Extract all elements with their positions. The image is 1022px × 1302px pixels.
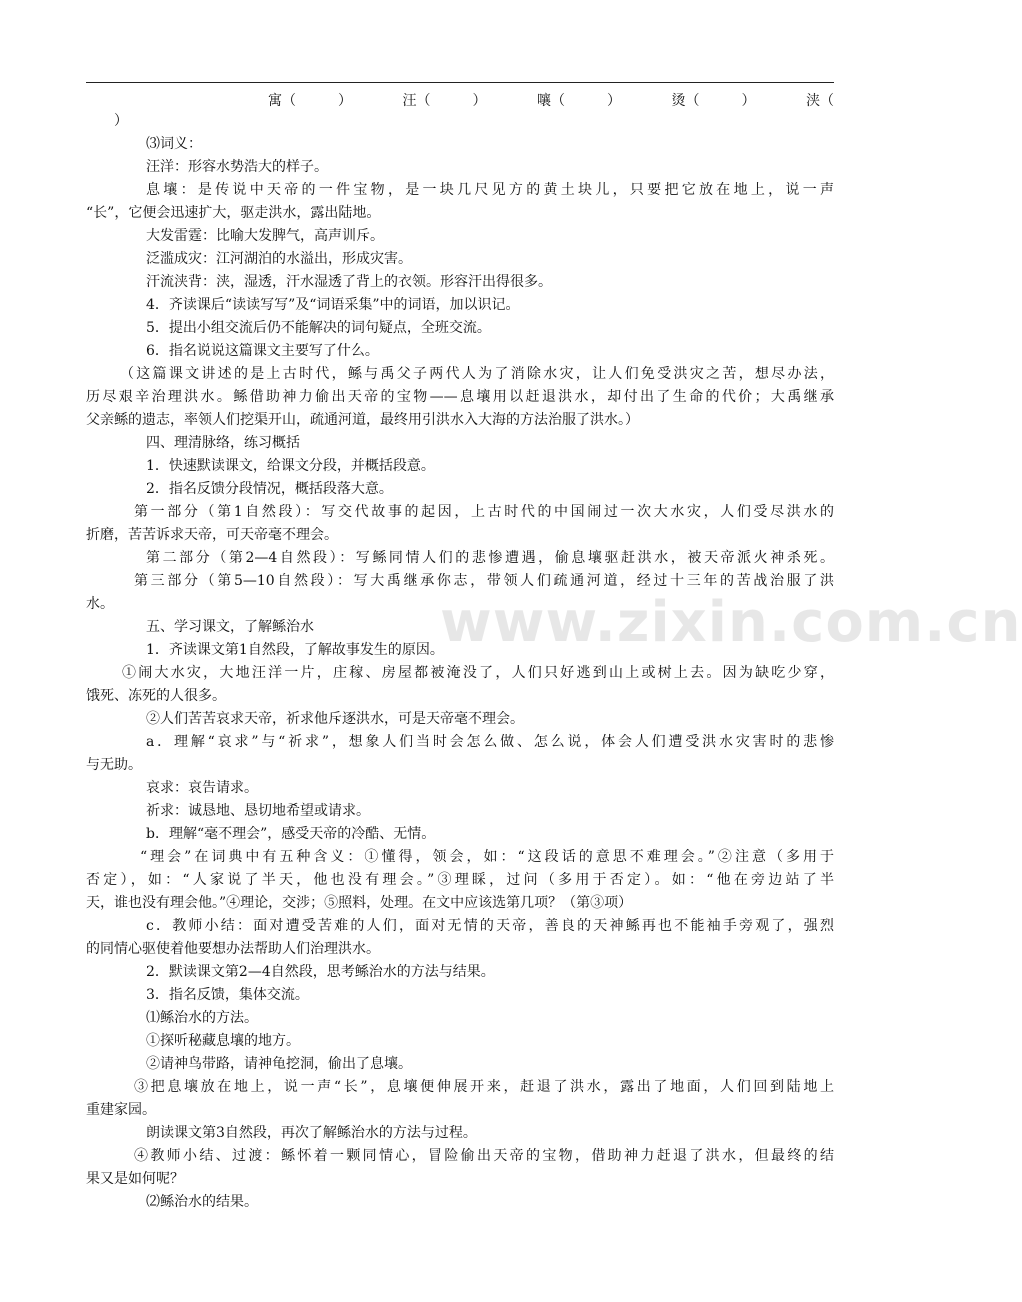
text-line: 否定），如：“人家说了半天，他也没有理会。”③理睬，过问（多用于否定）。如：“他在旁边站了半 — [86, 872, 834, 888]
text-line: b．理解“毫不理会”，感受天帝的冷酷、无情。 — [146, 826, 436, 842]
text-line: c．教师小结：面对遭受苦难的人们，面对无情的天帝，善良的天神鲧再也不能袖手旁观了，强烈 — [146, 918, 834, 934]
text-line: 折磨，苦苦诉求天帝，可天帝毫不理会。 — [86, 527, 338, 543]
header-rule — [86, 82, 834, 83]
text-line: 1．齐读课文第1自然段，了解故事发生的原因。 — [146, 642, 444, 658]
text-line: 2．默读课文第2—4自然段，思考鲧治水的方法与结果。 — [146, 964, 495, 980]
text-line: 4．齐读课后“读读写写”及“词语采集”中的词语，加以识记。 — [146, 297, 520, 313]
text-line: 6．指名说说这篇课文主要写了什么。 — [146, 343, 379, 359]
pinyin-item: 浃（ — [806, 93, 834, 109]
text-line: 天，谁也没有理会他。”④理论，交涉；⑤照料，处理。在文中应该选第几项？（第③项） — [86, 895, 633, 911]
text-line: 汗流浃背：浃，湿透，汗水湿透了背上的衣领。形容汗出得很多。 — [146, 274, 552, 290]
text-line: a．理解“哀求”与“祈求”，想象人们当时会怎么做、怎么说，体会人们遭受洪水灾害时的悲惨 — [146, 734, 834, 750]
text-line: ②人们苦苦哀求天帝，祈求他斥逐洪水，可是天帝毫不理会。 — [146, 711, 524, 727]
text-line: ②请神鸟带路，请神龟挖洞，偷出了息壤。 — [146, 1056, 412, 1072]
text-line: 与无助。 — [86, 757, 142, 773]
text-line: “长”，它便会迅速扩大，驱走洪水，露出陆地。 — [86, 205, 381, 221]
text-line: 五、学习课文，了解鲧治水 — [146, 619, 314, 635]
text-line: 果又是如何呢？ — [86, 1171, 184, 1187]
text-line: 2．指名反馈分段情况，概括段落大意。 — [146, 481, 393, 497]
text-line: 水。 — [86, 596, 114, 612]
text-line: 3．指名反馈，集体交流。 — [146, 987, 309, 1003]
pinyin-item: 汪（ ） — [402, 93, 487, 109]
text-line: 四、理清脉络，练习概括 — [146, 435, 300, 451]
watermark: www.zixin.com.cn — [440, 590, 1022, 655]
pinyin-item: 嚷（ ） — [537, 93, 621, 109]
pinyin-item: 寓（ ） — [268, 93, 352, 109]
text-line: 祈求：诚恳地、恳切地希望或请求。 — [146, 803, 370, 819]
text-line: 重建家园。 — [86, 1102, 156, 1118]
text-line: 父亲鲧的遗志，率领人们挖渠开山，疏通河道，最终用引洪水入大海的方法治服了洪水。） — [86, 412, 639, 428]
pinyin-row — [268, 91, 834, 111]
text-line: 历尽艰辛治理洪水。鲧借助神力偷出天帝的宝物——息壤用以赶退洪水，却付出了生命的代价；大禹继承 — [86, 389, 834, 405]
text-line: 大发雷霆：比喻大发脾气，高声训斥。 — [146, 228, 384, 244]
text-line: ⑴鲧治水的方法。 — [146, 1010, 258, 1026]
text-line: 的同情心驱使着他要想办法帮助人们治理洪水。 — [86, 941, 380, 957]
text-line: 朗读课文第3自然段，再次了解鲧治水的方法与过程。 — [146, 1125, 477, 1141]
pinyin-item: 烫（ ） — [671, 93, 756, 109]
text-line: 5．提出小组交流后仍不能解决的词句疑点，全班交流。 — [146, 320, 491, 336]
text-line: ①探听秘藏息壤的地方。 — [146, 1033, 300, 1049]
text-line: ③把息壤放在地上，说一声“长”，息壤便伸展开来，赶退了洪水，露出了地面，人们回到陆地上 — [134, 1079, 834, 1095]
text-line: 1．快速默读课文，给课文分段，并概括段意。 — [146, 458, 435, 474]
text-line: 第一部分（第1自然段）：写交代故事的起因，上古时代的中国闹过一次大水灾，人们受尽洪水的 — [134, 504, 834, 520]
text-line: 饿死、冻死的人很多。 — [86, 688, 226, 704]
text-line: ④教师小结、过渡：鲧怀着一颗同情心，冒险偷出天帝的宝物，借助神力赶退了洪水，但最终的结 — [134, 1148, 834, 1164]
text-line: 汪洋：形容水势浩大的样子。 — [146, 159, 328, 175]
text-line: 第二部分（第2—4自然段）：写鲧同情人们的悲惨遭遇，偷息壤驱赶洪水，被天帝派火神杀死。 — [146, 550, 834, 566]
text-line: “理会”在词典中有五种含义：①懂得，领会，如：“这段话的意思不难理会。”②注意（多用于 — [140, 849, 834, 865]
text-line: ①闹大水灾，大地汪洋一片，庄稼、房屋都被淹没了，人们只好逃到山上或树上去。因为缺吃少穿， — [122, 665, 834, 681]
text-line: ） — [114, 113, 128, 129]
text-line: ⑶词义： — [146, 136, 202, 152]
text-line: （这篇课文讲述的是上古时代，鲧与禹父子两代人为了消除水灾，让人们免受洪灾之苦，想尽办法， — [120, 366, 834, 382]
text-line: 第三部分（第5—10自然段）：写大禹继承你志，带领人们疏通河道，经过十三年的苦战治服了洪 — [134, 573, 834, 589]
text-line: 哀求：哀告请求。 — [146, 780, 258, 796]
text-line: 息壤：是传说中天帝的一件宝物，是一块几尺见方的黄土块儿，只要把它放在地上，说一声 — [146, 182, 834, 198]
text-line: 泛滥成灾：江河湖泊的水溢出，形成灾害。 — [146, 251, 412, 267]
text-line: ⑵鲧治水的结果。 — [146, 1194, 258, 1210]
